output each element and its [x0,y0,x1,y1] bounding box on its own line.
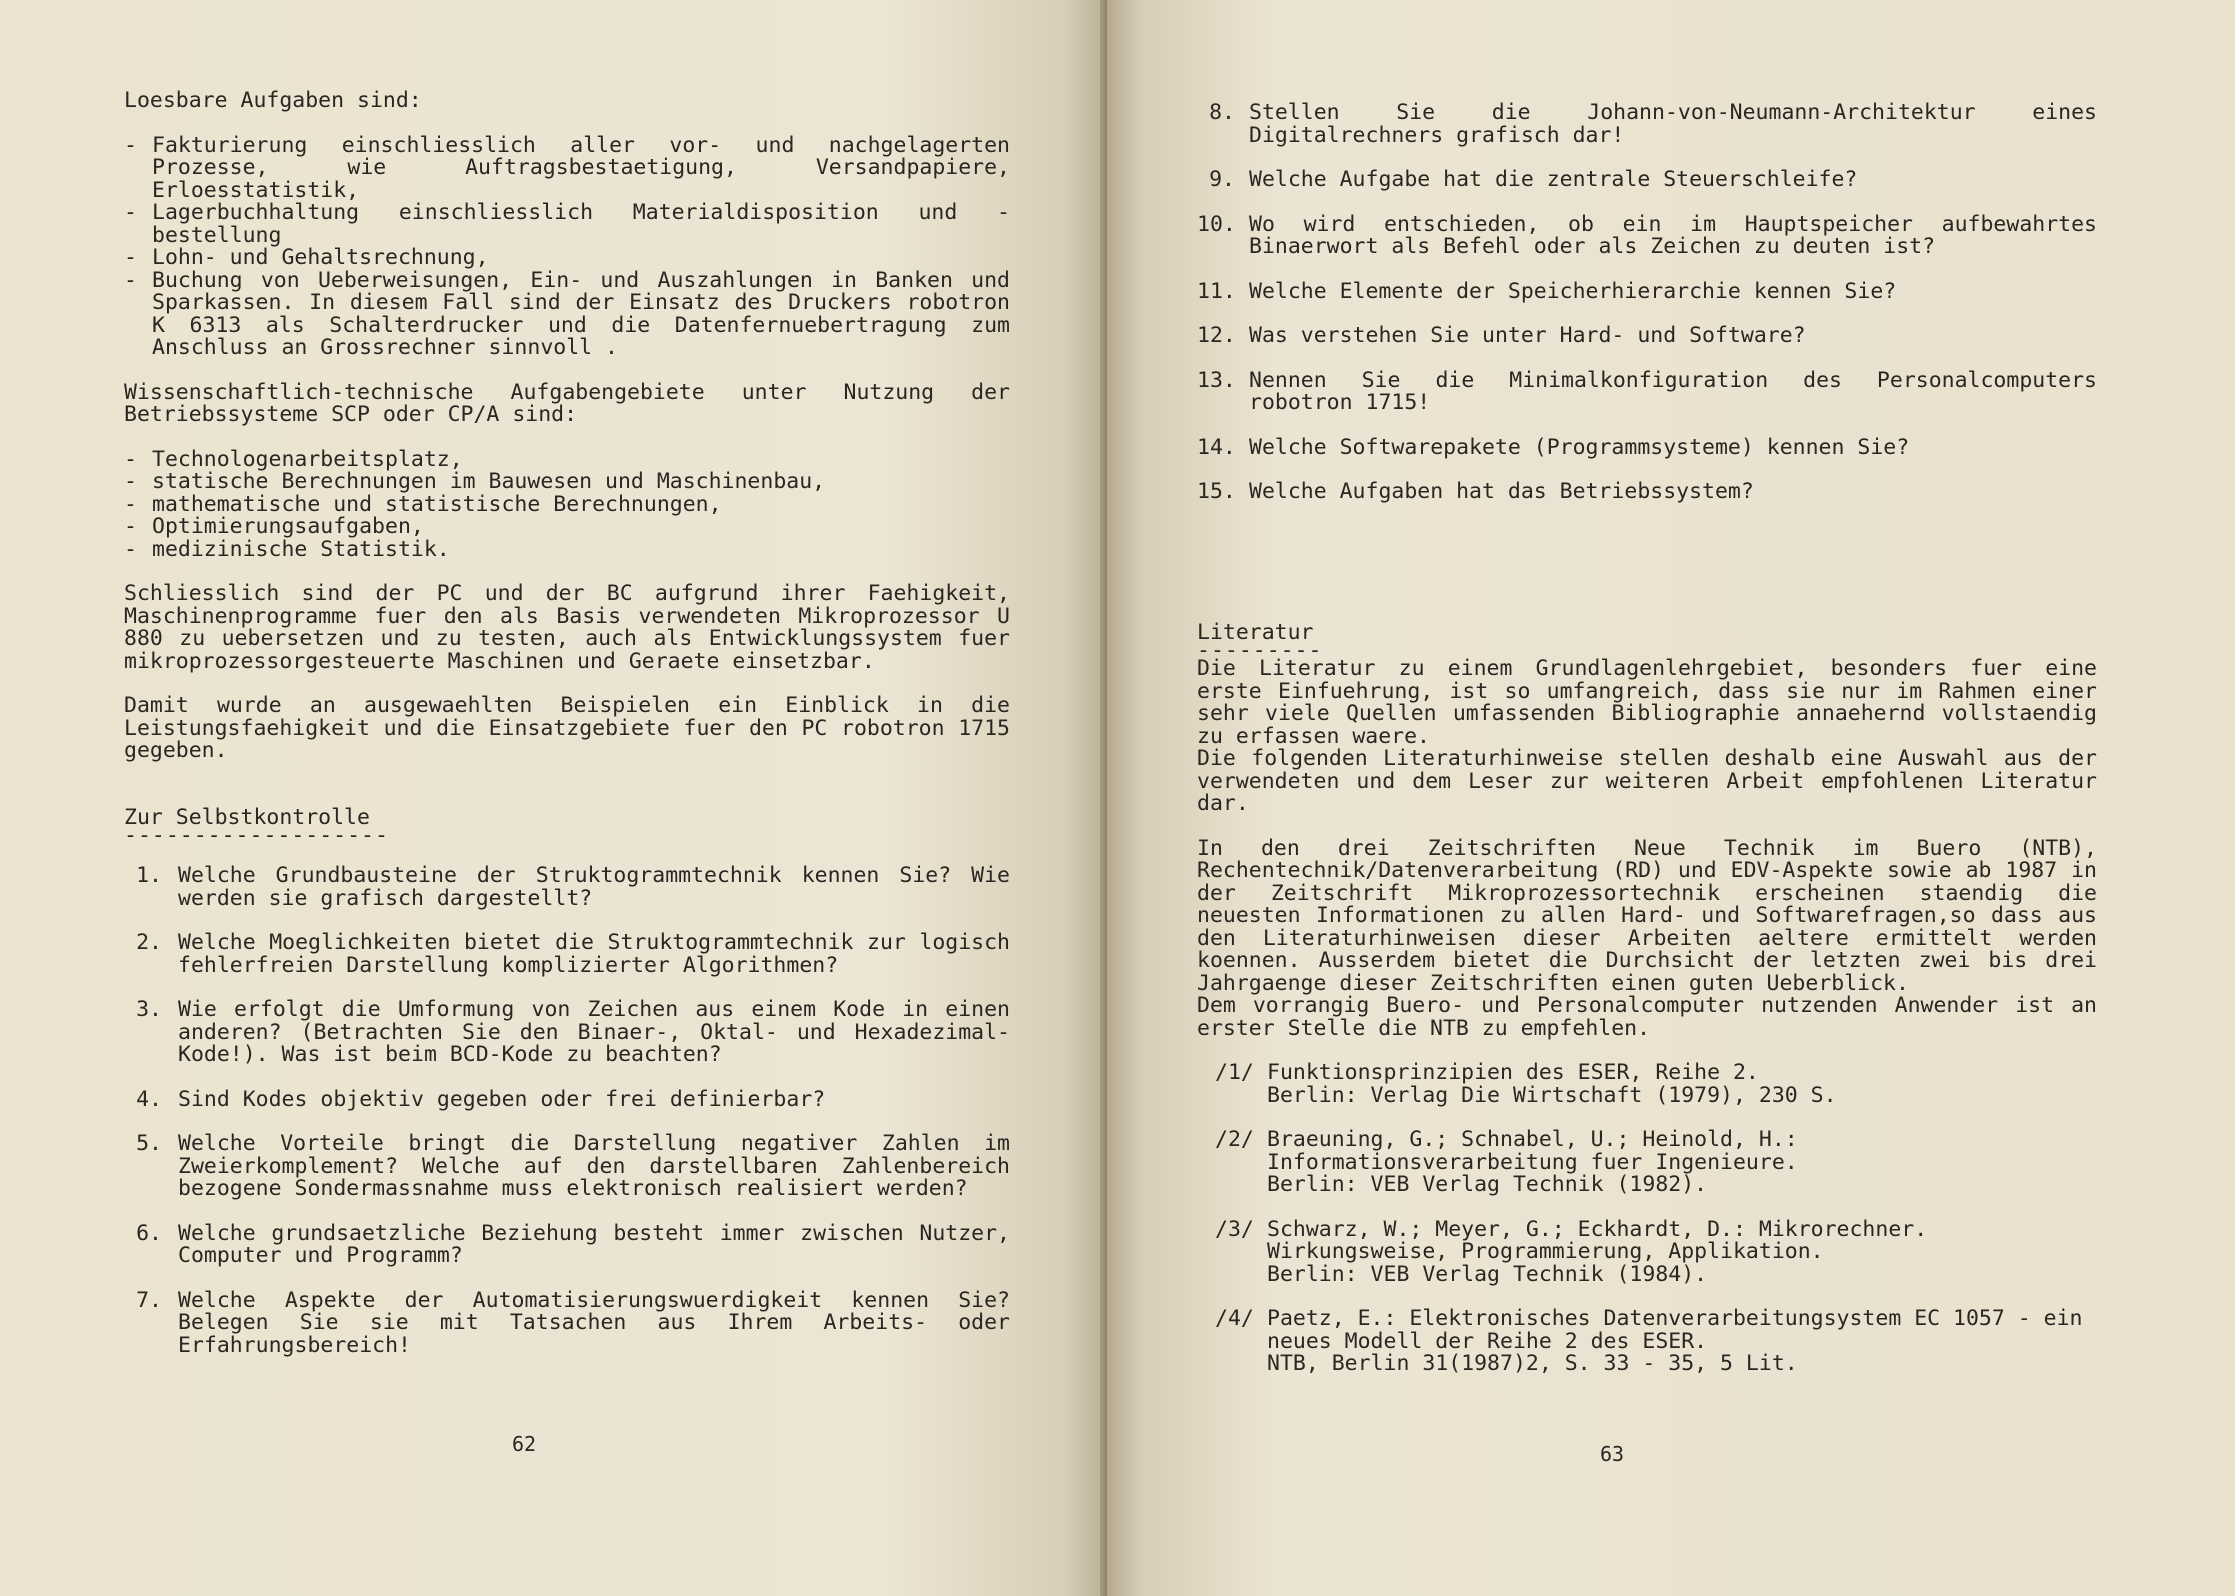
reference-number: /4/ [1215,1306,1254,1331]
list-item [1197,169,2097,192]
list-item: - medizinische Statistik. [124,539,1010,562]
list-item [1197,434,2097,460]
list-item: - mathematische und statistische Berechnungen, [124,494,1010,517]
list-item: - Lagerbuchhaltung einschliesslich Materialdisposition und -bestellung [124,202,1010,247]
question-text: Was verstehen Sie unter Hard- und Software? [1249,323,1806,348]
left-page-content [124,90,1010,1379]
question-text: Welche Elemente der Speicherhierarchie kennen Sie? [1249,278,1897,304]
reference-number: /1/ [1215,1060,1254,1085]
reference-text: Paetz, E.: Elektronisches Datenverarbeitungsystem EC 1057 - ein neues Modell der Reihe 2 des ESER. NTB, Berlin 31(1987)2, S. 33 - 35, 5 Lit. [1267,1306,2083,1376]
question-number: 1. [136,863,162,888]
list-item [1197,481,2097,504]
list-item: - Technologenarbeitsplatz, [124,449,1010,472]
question-number: 13. [1197,367,1236,393]
list-item [1215,1129,2097,1197]
page-number: 63 [1600,1442,1625,1466]
reference-text: Funktionsprinzipien des ESER, Reihe 2. Berlin: Verlag Die Wirtschaft (1979), 230 S. [1267,1060,1837,1108]
question-number: 7. [136,1287,162,1313]
list-item [130,1220,1010,1268]
question-text: Welche Aufgaben hat das Betriebssystem? [1249,479,1754,504]
paragraph: Schliesslich sind der PC und der BC aufgrund ihrer Faehigkeit, Maschinenprogramme fuer den als Basis verwendeten Mikroprozessor U 880 zu uebersetzen und zu testen, auch als Entwicklungssystem fuer mikroprozessorgesteuerte Maschinen und Geraete einsetzbar. [124,581,1010,674]
question-text: Welche Moeglichkeiten bietet die Struktogrammtechnik zur logisch fehlerfreien Darstellung komplizierter Algorithmen? [178,930,1010,978]
question-number: 6. [136,1220,162,1246]
list-item [130,865,1010,910]
question-text: Welche Aufgabe hat die zentrale Steuerschleife? [1249,167,1858,192]
literature-title: Literatur [1197,619,1314,645]
list-item [130,932,1010,977]
left-page [0,0,1107,1596]
reference-number: /2/ [1215,1127,1254,1152]
tasks-heading: Loesbare Aufgaben sind: [124,88,422,113]
section-underline: ------------------- [124,823,389,848]
references-list [1197,1062,2097,1376]
question-number: 12. [1197,323,1236,348]
list-item [1197,367,2097,415]
literature-underline: --------- [1197,638,1323,663]
list-item [1197,211,2097,259]
page-number: 62 [512,1432,537,1456]
list-item: - statische Berechnungen im Bauwesen und Maschinenbau, [124,471,1010,494]
question-text: Welche Grundbausteine der Struktogrammtechnik kennen Sie? Wie werden sie grafisch dargestellt? [178,863,1010,911]
question-text: Welche grundsaetzliche Beziehung besteht immer zwischen Nutzer, Computer und Programm? [178,1220,1010,1268]
reference-number: /3/ [1215,1216,1254,1242]
question-text: Wie erfolgt die Umformung von Zeichen aus einem Kode in einen anderen? (Betrachten Sie den Binaer-, Oktal- und Hexadezimal-Kode!). Was ist beim BCD-Kode zu beachten? [178,997,1010,1067]
question-number: 11. [1197,278,1236,304]
tasks-list [124,132,1010,360]
list-item: - Fakturierung einschliesslich aller vor- und nachgelagerten Prozesse, wie Auftragsbestaetigung, Versandpapiere, Erloesstatistik, [124,135,1010,203]
question-text: Sind Kodes objektiv gegeben oder frei definierbar? [178,1086,826,1112]
reference-text: Braeuning, G.; Schnabel, U.; Heinold, H.: Informationsverarbeitung fuer Ingenieure. Berlin: VEB Verlag Technik (1982). [1267,1127,1798,1197]
list-item [1215,1308,2097,1376]
list-item [1197,102,2097,147]
question-text: Stellen Sie die Johann-von-Neumann-Architektur eines Digitalrechners grafisch dar! [1249,100,2097,148]
questions-list [1197,102,2097,504]
list-item: - Optimierungsaufgaben, [124,516,1010,539]
list-item [130,1086,1010,1112]
questions-list [130,865,1010,1357]
list-item [130,999,1010,1067]
list-item [1215,1216,2097,1287]
list-item [1215,1062,2097,1107]
question-text: Welche Aspekte der Automatisierungswuerdigkeit kennen Sie? Belegen Sie sie mit Tatsachen aus Ihrem Arbeits- oder Erfahrungsbereich! [178,1287,1010,1358]
list-item [130,1287,1010,1358]
paragraph: Die folgenden Literaturhinweise stellen deshalb eine Auswahl aus der verwendeten und dem Leser zur weiteren Arbeit empfohlenen Literatur dar. [1197,746,2097,816]
scientific-intro: Wissenschaftlich-technische Aufgabengebiete unter Nutzung der Betriebssysteme SCP oder CP/A sind: [124,379,1010,427]
question-text: Welche Vorteile bringt die Darstellung negativer Zahlen im Zweierkomplement? Welche auf den darstellbaren Zahlenbereich bezogene Sondermassnahme muss elektronisch realisiert werden? [178,1131,1010,1201]
right-page [1107,0,2235,1596]
question-text: Wo wird entschieden, ob ein im Hauptspeicher aufbewahrtes Binaerwort als Befehl oder als Zeichen zu deuten ist? [1249,211,2097,259]
list-item [1197,278,2097,304]
question-number: 4. [136,1086,162,1112]
question-number: 14. [1197,434,1236,460]
list-item: - Buchung von Ueberweisungen, Ein- und Auszahlungen in Banken und Sparkassen. In diesem Fall sind der Einsatz des Druckers robotron K 6313 als Schalterdrucker und die Datenfernuebertragung zum Anschluss an Grossrechner sinnvoll . [124,270,1010,360]
question-number: 2. [136,930,162,955]
reference-text: Schwarz, W.; Meyer, G.; Eckhardt, D.: Mikrorechner. Wirkungsweise, Programmierung, Applikation. Berlin: VEB Verlag Technik (1984). [1267,1216,1928,1287]
right-page-content [1197,102,2097,1398]
section-title: Zur Selbstkontrolle [124,804,370,830]
paragraph: Die Literatur zu einem Grundlagenlehrgebiet, besonders fuer eine erste Einfuehrung, ist so umfangreich, dass sie nur im Rahmen einer sehr viele Quellen umfassenden Bibliographie annaehernd vollstaendig zu erfassen waere. [1197,656,2097,749]
question-number: 9. [1209,167,1235,192]
scientific-tasks-list [124,446,1010,562]
question-number: 15. [1197,479,1236,504]
paragraph: Dem vorrangig Buero- und Personalcomputer nutzenden Anwender ist an erster Stelle die NTB zu empfehlen. [1197,993,2097,1041]
question-text: Welche Softwarepakete (Programmsysteme) kennen Sie? [1249,434,1910,460]
paragraph: In den drei Zeitschriften Neue Technik im Buero (NTB), Rechentechnik/Datenverarbeitung (RD) und EDV-Aspekte sowie ab 1987 in der Zeitschrift Mikroprozessortechnik erscheinen staendig die neuesten Informationen zu allen Hard- und Softwarefragen,so dass aus den Literaturhinweisen dieser Arbeiten aeltere ermittelt werden koennen. Ausserdem bietet die Durchsicht der letzten zwei bis drei Jahrgaenge dieser Zeitschriften einen guten Ueberblick. [1197,835,2097,996]
question-text: Nennen Sie die Minimalkonfiguration des Personalcomputers robotron 1715! [1249,367,2097,415]
list-item: - Lohn- und Gehaltsrechnung, [124,247,1010,270]
question-number: 3. [136,997,162,1022]
question-number: 8. [1209,100,1235,125]
question-number: 10. [1197,211,1236,237]
list-item [1197,325,2097,348]
question-number: 5. [136,1131,162,1156]
paragraph: Damit wurde an ausgewaehlten Beispielen ein Einblick in die Leistungsfaehigkeit und die Einsatzgebiete fuer den PC robotron 1715 gegeben. [124,693,1010,763]
list-item [130,1133,1010,1201]
